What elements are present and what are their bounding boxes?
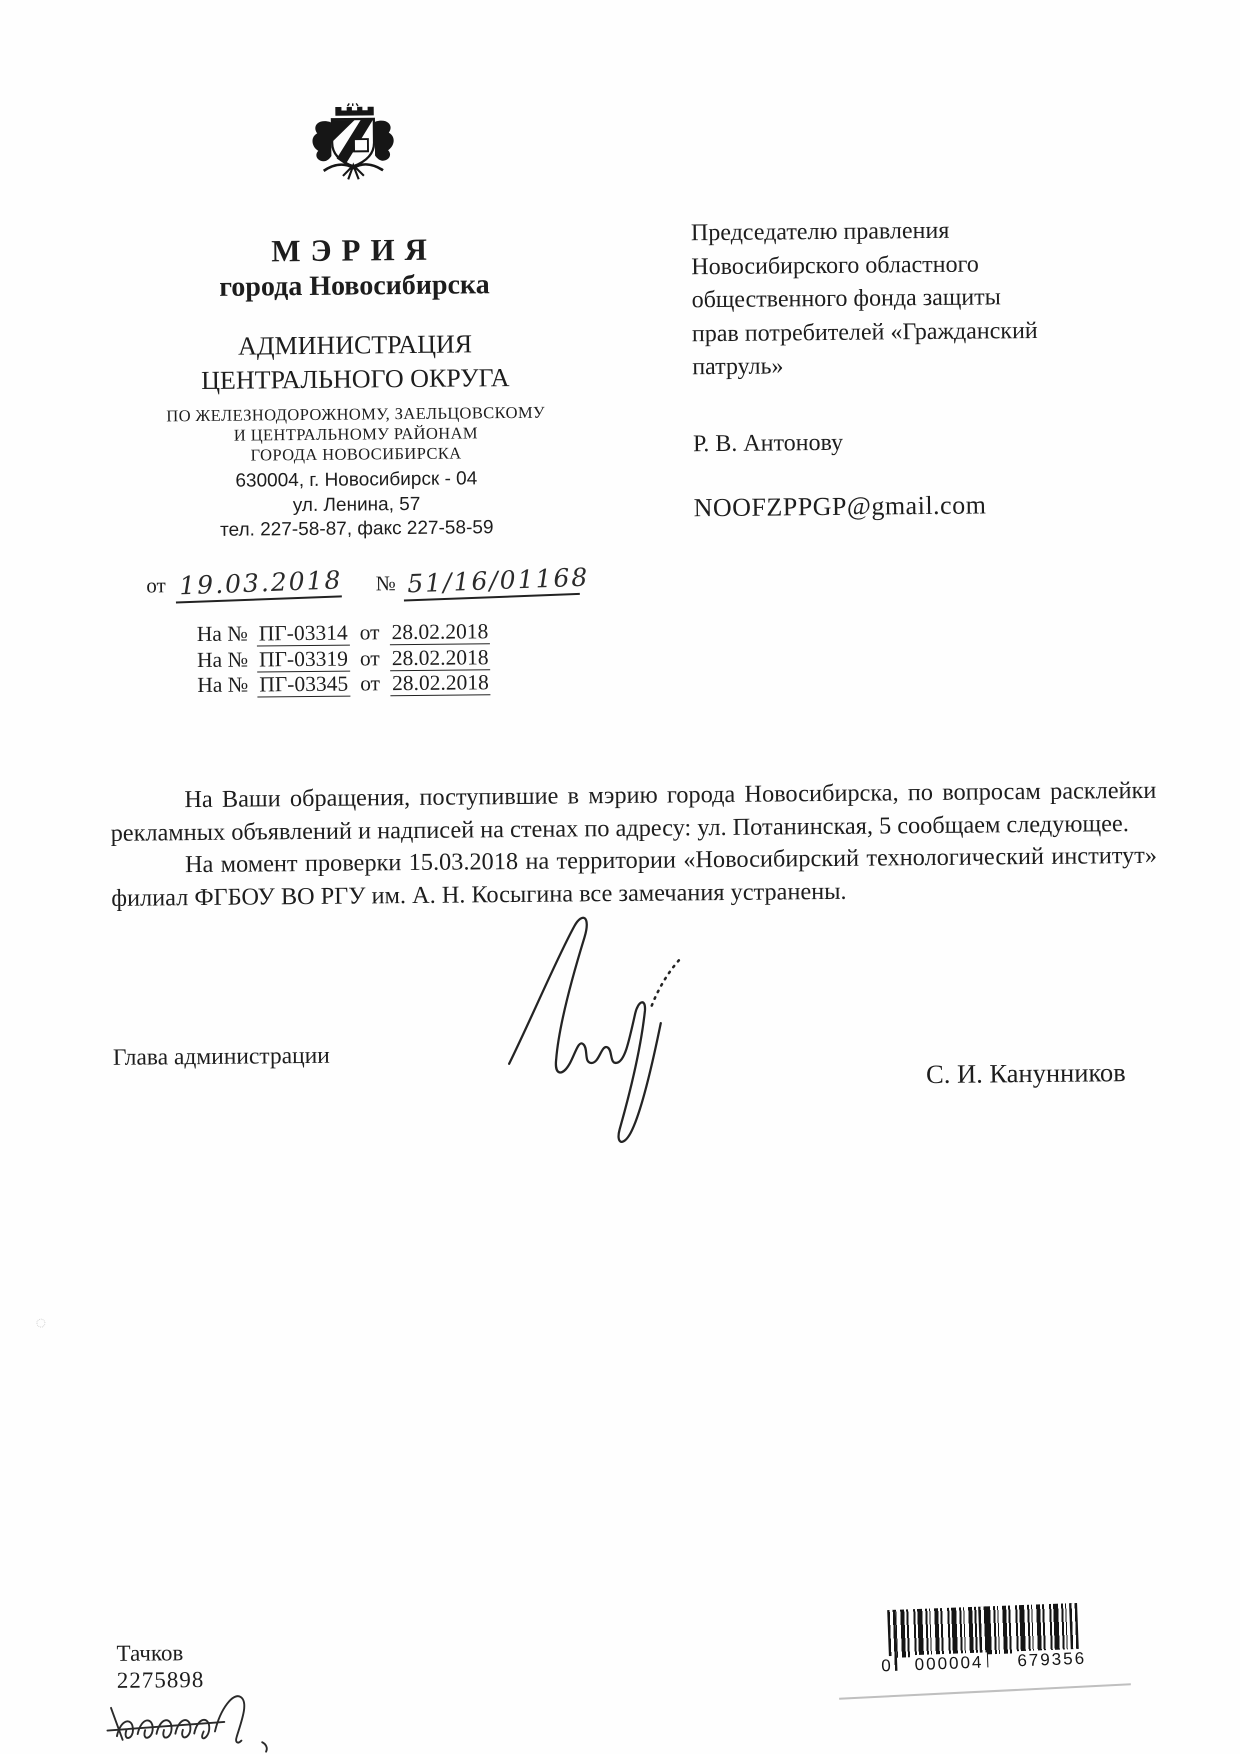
recipient-email: NOOFZPPGP@gmail.com	[693, 490, 987, 523]
from-label: от	[146, 573, 166, 598]
phone-fax-line: тел. 227-58-87, факс 227-58-59	[220, 517, 494, 541]
reference-label: На №	[197, 672, 249, 698]
barcode-digit-group: 000004	[910, 1652, 987, 1675]
barcode-digit-group: 679356	[1013, 1649, 1090, 1672]
reference-date: 28.02.2018	[390, 670, 491, 696]
postal-address: 630004, г. Новосибирск - 04	[235, 468, 478, 492]
executor-name: Тачков	[116, 1640, 184, 1666]
registration-barcode	[877, 1603, 1088, 1687]
barcode-digit-group: 0	[879, 1656, 895, 1677]
street-address: ул. Ленина, 57	[292, 493, 421, 516]
executor-phone: 2275898	[116, 1667, 205, 1693]
reference-date-label: от	[359, 645, 380, 670]
reference-date: 28.02.2018	[389, 619, 490, 645]
letter-body	[110, 775, 1157, 915]
district-line2: И ЦЕНТРАЛЬНОМУ РАЙОНАМ	[233, 423, 479, 445]
recipient-block	[691, 214, 1043, 385]
reference-number: ПГ-03314	[257, 621, 350, 647]
letterhead	[122, 100, 588, 543]
scan-artifact-dot	[36, 1319, 45, 1328]
body-paragraph-2: На момент проверки 15.03.2018 на территории «Новосибирский технологический институт» филиал ФГБОУ ВО РГУ им. А. Н. Косыгина все замечания устранены.	[111, 841, 1158, 912]
recipient-name: Р. В. Антонову	[692, 429, 844, 458]
recipient-line: общественного фонда защиты	[691, 284, 1001, 314]
reference-label: На №	[196, 621, 248, 647]
recipient-line: Новосибирского областного	[691, 251, 979, 280]
reference-block	[197, 619, 501, 698]
signer-position: Глава администрации	[112, 1042, 330, 1071]
handwritten-outgoing-date: 19.03.2018	[179, 565, 344, 601]
body-paragraph-1: На Ваши обращения, поступившие в мэрию города Новосибирска, по вопросам расклейки рекламных объявлений и надписей на стенах по адресу: ул. Потанинская, 5 сообщаем следующее.	[110, 776, 1157, 847]
head-signature-autograph-icon	[491, 895, 698, 1152]
reference-label: На №	[196, 647, 249, 672]
number-sign-label: №	[375, 571, 396, 596]
recipient-line: Председателю правления	[690, 217, 950, 247]
outgoing-number-line	[146, 562, 616, 602]
recipient-line: прав потребителей «Гражданский	[691, 317, 1038, 347]
reference-number: ПГ-03319	[257, 646, 350, 672]
reference-date-label: от	[359, 620, 380, 645]
org-name-line1: МЭРИЯ	[271, 231, 438, 269]
department-line1: АДМИНИСТРАЦИЯ	[237, 329, 473, 361]
reference-line	[197, 645, 501, 673]
executor-signature-autograph-icon	[99, 1689, 335, 1754]
reference-date: 28.02.2018	[390, 645, 491, 671]
recipient-line: патруль»	[692, 353, 784, 381]
handwritten-outgoing-number: 51/16/01168	[407, 562, 591, 599]
signer-name: С. И. Канунников	[925, 1057, 1126, 1090]
novosibirsk-coat-of-arms-icon	[309, 102, 398, 199]
org-name-line2: города Новосибирска	[219, 268, 490, 303]
reference-line	[197, 619, 501, 647]
reference-line	[197, 670, 501, 698]
reference-date-label: от	[360, 671, 381, 696]
district-line1: ПО ЖЕЛЕЗНОДОРОЖНОМУ, ЗАЕЛЬЦОВСКОМУ	[166, 402, 546, 426]
reference-number: ПГ-03345	[257, 672, 350, 698]
department-line2: ЦЕНТРАЛЬНОГО ОКРУГА	[201, 362, 510, 395]
district-line3: ГОРОДА НОВОСИБИРСКА	[250, 443, 462, 465]
